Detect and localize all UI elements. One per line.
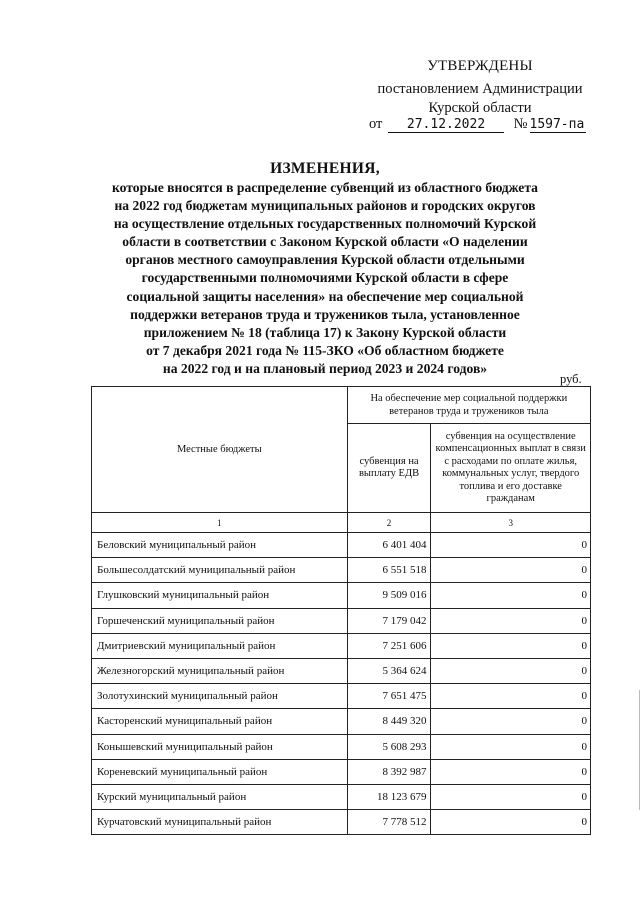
edv-value: 5 608 293 [347, 734, 431, 759]
edv-value: 7 251 606 [347, 633, 431, 658]
title-line: на осуществление отдельных государственных полномочий Курской [113, 216, 537, 232]
title-line: на 2022 год бюджетам муниципальных районов и городских округов [114, 198, 536, 214]
index-cell: 1 [92, 513, 348, 533]
edv-value: 8 392 987 [347, 759, 431, 784]
table-row [92, 583, 591, 608]
comp-value: 0 [431, 734, 591, 759]
approval-number: 1597-па [529, 117, 585, 132]
table-row [92, 709, 591, 734]
comp-value: 0 [431, 558, 591, 583]
approval-date: 27.12.2022 [388, 117, 504, 133]
approval-line2: Курской области [428, 100, 532, 116]
table-row [92, 658, 591, 683]
title-body [60, 179, 590, 378]
header-local-budgets: Местные бюджеты [92, 387, 348, 513]
edv-value: 6 401 404 [347, 533, 431, 558]
title-line: на 2022 год и на плановый период 2023 и 2024 годов» [162, 360, 488, 376]
title-line: от 7 декабря 2021 года № 115-ЗКО «Об областном бюджете [146, 342, 504, 358]
district-name: Золотухинский муниципальный район [92, 684, 348, 709]
date-prefix: от [369, 116, 383, 132]
edv-value: 7 778 512 [347, 810, 431, 835]
document-title [60, 160, 590, 378]
comp-value: 0 [431, 633, 591, 658]
table-row [92, 759, 591, 784]
table-row [92, 784, 591, 809]
approval-line1: постановлением Администрации [377, 81, 583, 97]
district-name: Курчатовский муниципальный район [92, 810, 348, 835]
edv-value: 8 449 320 [347, 709, 431, 734]
edv-value: 5 364 624 [347, 658, 431, 683]
edv-value: 7 651 475 [347, 684, 431, 709]
number-prefix: № [513, 116, 528, 132]
comp-value: 0 [431, 658, 591, 683]
comp-value: 0 [431, 709, 591, 734]
edv-value: 6 551 518 [347, 558, 431, 583]
title-heading: ИЗМЕНЕНИЯ, [270, 160, 380, 177]
approval-date-line [369, 116, 599, 133]
table-row [92, 608, 591, 633]
district-name: Кореневский муниципальный район [92, 759, 348, 784]
district-name: Конышевский муниципальный район [92, 734, 348, 759]
title-line: которые вносятся в распределение субвенций из областного бюджета [112, 180, 538, 195]
currency-unit: руб. [560, 372, 582, 386]
table-row [92, 533, 591, 558]
approval-block [360, 58, 600, 118]
approval-heading: УТВЕРЖДЕНЫ [427, 58, 533, 74]
table-row [92, 633, 591, 658]
edv-value: 18 123 679 [347, 784, 431, 809]
header-group: На обеспечение мер социальной поддержки ветеранов труда и тружеников тыла [347, 387, 590, 424]
district-name: Курский муниципальный район [92, 784, 348, 809]
index-cell: 3 [431, 513, 591, 533]
header-comp: субвенция на осуществление компенсационных выплат в связи с расходами по оплате жилья, коммунальных услуг, твердого топлива и его доставке гражданам [431, 424, 591, 513]
district-name: Горшеченский муниципальный район [92, 608, 348, 633]
subsidy-table [91, 386, 591, 835]
table-row [92, 684, 591, 709]
district-name: Глушковский муниципальный район [92, 583, 348, 608]
title-line: государственными полномочиями Курской области в сфере [141, 270, 509, 286]
district-name: Касторенский муниципальный район [92, 709, 348, 734]
district-name: Большесолдатский муниципальный район [92, 558, 348, 583]
comp-value: 0 [431, 759, 591, 784]
comp-value: 0 [431, 684, 591, 709]
title-line: органов местного самоуправления Курской области отдельными [125, 252, 525, 268]
comp-value: 0 [431, 533, 591, 558]
comp-value: 0 [431, 784, 591, 809]
district-name: Дмитриевский муниципальный район [92, 633, 348, 658]
table-row [92, 558, 591, 583]
comp-value: 0 [431, 583, 591, 608]
district-name: Беловский муниципальный район [92, 533, 348, 558]
title-line: области в соответствии с Законом Курской области «О наделении [122, 234, 528, 250]
district-name: Железногорский муниципальный район [92, 658, 348, 683]
title-line: поддержки ветеранов труда и тружеников тыла, установленное [130, 306, 520, 322]
table-row [92, 734, 591, 759]
title-line: приложением № 18 (таблица 17) к Закону Курской области [143, 324, 507, 340]
edv-value: 9 509 016 [347, 583, 431, 608]
comp-value: 0 [431, 608, 591, 633]
table-row [92, 810, 591, 835]
edv-value: 7 179 042 [347, 608, 431, 633]
index-cell: 2 [347, 513, 431, 533]
header-edv: субвенция на выплату ЕДВ [347, 424, 431, 513]
comp-value: 0 [431, 810, 591, 835]
title-line: социальной защиты населения» на обеспечение мер социальной [126, 288, 524, 304]
